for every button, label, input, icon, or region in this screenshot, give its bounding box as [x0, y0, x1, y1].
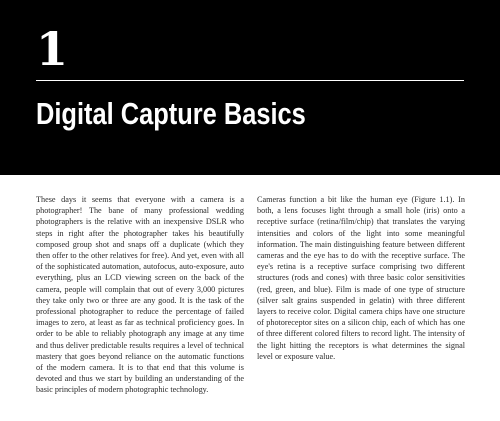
- body-paragraph-right: Cameras function a bit like the human eye (Figure 1.1). In both, a lens focuses light through a small hole (iris) onto a receptive surface (retina/film/chip) that translates the varying intensities and colors of the light into some meaningful information. The main distinguishing feature between different cameras and the eye has to do with the receptive surface. The eye's retina is a receptive surface comprising two different structures (rods and cones) with three basic color sensitivities (red, green, and blue). Film is made of one type of structure (silver salt grains suspended in gelatin) with three different layers to receive color. Digital camera chips have one structure of photoreceptor sites on a silicon chip, each of which has one of three different colored filters to record light. The intensity of the light hitting the receptors is what determines the signal level or exposure value.: [257, 195, 465, 361]
- chapter-number: 1: [36, 22, 69, 76]
- chapter-header-banner: [0, 0, 500, 175]
- body-paragraph-left: These days it seems that everyone with a camera is a photographer! The bane of many professional wedding photographers is the relative with an inexpensive DSLR who steps in right after the photographer takes his beautifully composed group shot and snaps off a duplicate (which they then offer to the other relatives for free). And yet, even with all of the sophisticated automation, autofocus, auto-exposure, auto everything, plus an LCD viewing screen on the back of the camera, people will complain that out of every 3,000 pictures they take only two or three are any good. It is the task of the professional photographer to reduce the percentage of failed images to zero, at least as far as technical proficiency goes. In order to be able to reliably photograph any image at any time and thus deliver predictable results requires a level of technical mastery that goes beyond reliance on the automatic functions of the modern camera. It is to that end that this volume is devoted and thus we start by building an understanding of the basic principles of modern photographic technology.: [36, 195, 244, 395]
- header-divider: [36, 80, 464, 81]
- chapter-title: Digital Capture Basics: [36, 96, 306, 131]
